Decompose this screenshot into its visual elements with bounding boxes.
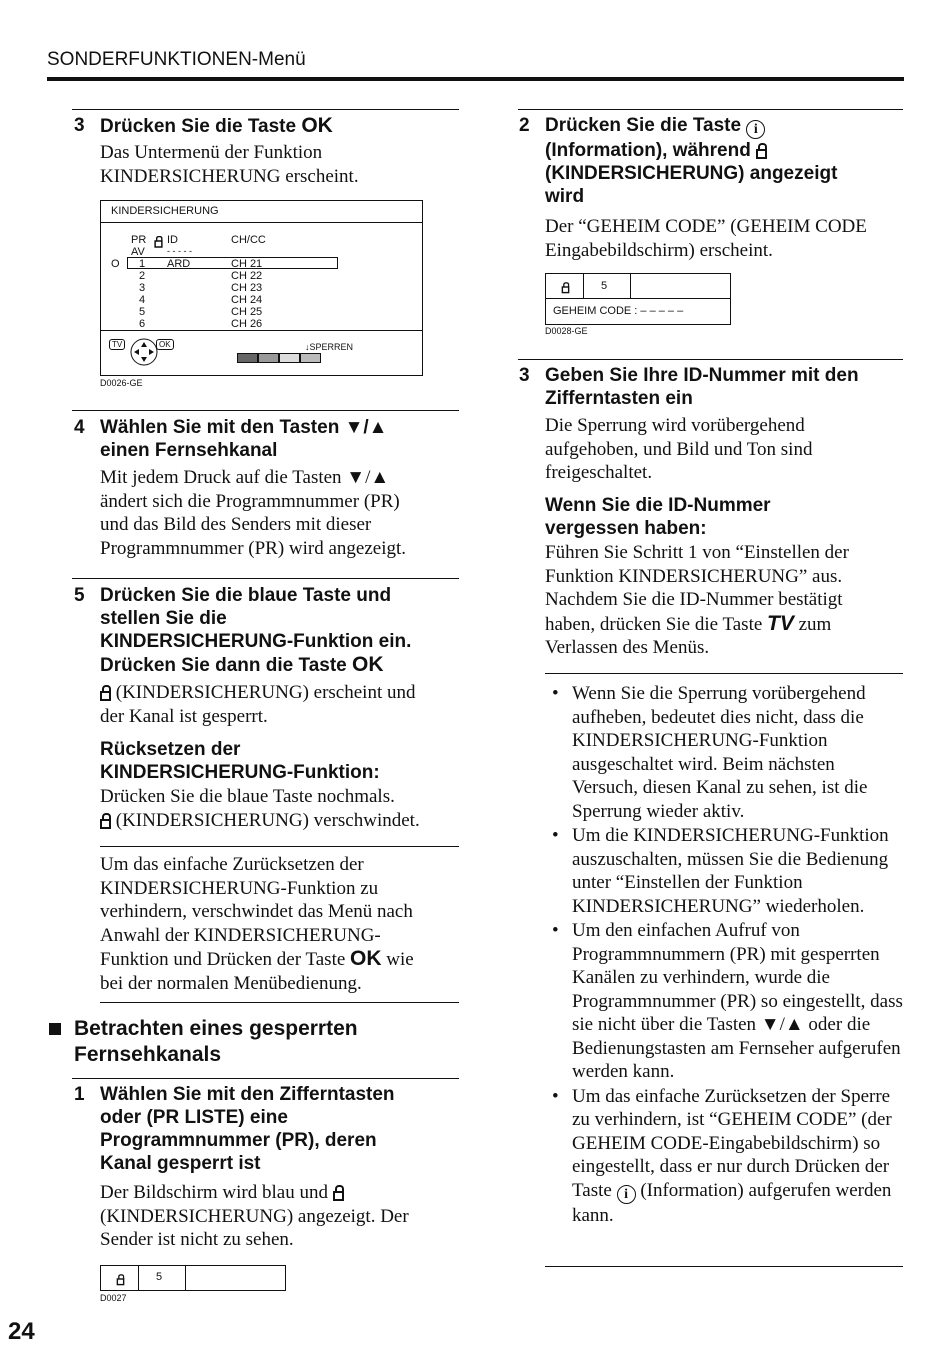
body-text: haben, drücken Sie die Taste	[545, 613, 768, 635]
body-line	[100, 681, 415, 705]
body-line	[545, 612, 849, 637]
step-title-line: Zifferntasten ein	[545, 388, 693, 409]
list-item	[546, 1085, 904, 1228]
ok-key-label: OK	[350, 947, 382, 970]
cell-divider	[583, 274, 584, 298]
col-id: ID	[167, 234, 178, 246]
ok-key-label: OK	[352, 653, 384, 676]
row-av-id: - - - - -	[167, 246, 192, 256]
subheading-line: vergessen haben:	[545, 518, 707, 539]
lock-icon	[333, 1185, 344, 1199]
row-ch: CH 21	[231, 258, 263, 270]
step-body	[100, 1181, 409, 1252]
screen-divider	[101, 330, 422, 331]
info-icon: i	[746, 120, 765, 139]
step-title	[545, 364, 859, 410]
row-ch: CH 24	[231, 294, 263, 306]
body-line: Funktion KINDERSICHERUNG” aus.	[545, 565, 843, 587]
row-divider	[546, 298, 730, 299]
step-title-line: Drücken Sie die blaue Taste und	[100, 585, 392, 606]
body-line: der Kanal ist gesperrt.	[100, 705, 268, 727]
body-text: Funktion und Drücken der Taste	[100, 949, 351, 970]
step-number: 5	[74, 585, 85, 606]
figure-code: D0026-GE	[100, 378, 143, 388]
col-pr: PR	[131, 234, 147, 246]
divider	[545, 1266, 903, 1267]
figure-code: D0027	[100, 1293, 127, 1303]
info-icon: i	[617, 1185, 636, 1204]
step-title-line: Wählen Sie mit den Tasten ▼/▲	[100, 417, 388, 438]
geheim-code-label: GEHEIM CODE : – – – – –	[553, 305, 684, 317]
list-item: • Wenn Sie die Sperrung vorübergehend aufheben, bedeutet dies nicht, dass die KINDERSICHERUNG-Funktion ausgeschaltet wird. Beim nächsten Versuch, diesen Kanal zu sehen, ist die Sperrung wieder aktiv.	[546, 682, 904, 823]
body-line: Eingabebildschirm) erscheint.	[545, 239, 773, 261]
body-line: Sender ist nicht zu sehen.	[100, 1229, 294, 1250]
row-pr: 1	[139, 258, 146, 270]
cell-divider	[138, 1266, 139, 1290]
body-line: (KINDERSICHERUNG) angezeigt. Der	[100, 1205, 409, 1227]
sperren-text: SPERREN	[309, 342, 354, 352]
list-item-text: (Information) aufgerufen werden kann.	[572, 1179, 892, 1226]
body-line: bei der normalen Menübedienung.	[100, 972, 362, 994]
lock-icon	[117, 1274, 125, 1284]
divider	[518, 109, 903, 110]
body-line: ändert sich die Programmnummer (PR)	[100, 490, 400, 512]
arrow-down-icon: ↓	[305, 342, 310, 352]
step-title-line: Kanal gesperrt ist	[100, 1153, 261, 1174]
ok-key-label: OK	[301, 114, 333, 137]
page-header-title: SONDERFUNKTIONEN-Menü	[47, 49, 306, 70]
section-heading-line: Betrachten eines gesperrten	[74, 1017, 358, 1040]
step-title-line: oder (PR LISTE) eine	[100, 1107, 288, 1128]
figure-code: D0028-GE	[545, 326, 588, 336]
screen-divider	[101, 222, 422, 223]
subheading	[100, 738, 380, 784]
color-key-yellow	[279, 353, 300, 363]
pr-value: 5	[601, 280, 608, 292]
step-title-line	[545, 139, 837, 162]
body-text: (KINDERSICHERUNG) verschwindet.	[111, 809, 420, 831]
body-line: aufgehoben, und Bild und Ton sind	[545, 438, 813, 460]
row-pr: 2	[139, 270, 146, 282]
divider	[100, 1002, 459, 1003]
step-title-text: Drücken Sie die Taste	[100, 116, 302, 137]
body-line	[100, 947, 414, 972]
step-number: 3	[74, 115, 85, 136]
sub-body	[545, 541, 849, 660]
row-pr: 3	[139, 282, 146, 294]
body-line: Nachdem Sie die ID-Nummer bestätigt	[545, 589, 843, 610]
body-line: verhindern, verschwindet das Menü nach	[100, 901, 413, 922]
row-ch: CH 23	[231, 282, 263, 294]
body-text: Der Bildschirm wird blau und	[100, 1182, 333, 1203]
dpad-icon	[129, 337, 159, 367]
section-heading-line: Fernsehkanals	[74, 1043, 222, 1066]
step-body	[545, 215, 867, 262]
sperren-label	[305, 342, 353, 352]
row-id: ARD	[167, 258, 191, 270]
body-line: Programmnummer (PR) wird angezeigt.	[100, 537, 407, 559]
step-title-line	[100, 653, 411, 677]
body-line: Drücken Sie die blaue Taste nochmals.	[100, 786, 395, 807]
body-line	[100, 1181, 409, 1205]
lock-icon	[562, 282, 570, 292]
step-title	[100, 114, 333, 138]
header-rule	[47, 77, 904, 81]
divider	[545, 673, 903, 674]
row-pr: 6	[139, 318, 146, 330]
divider	[72, 1078, 459, 1079]
subheading	[545, 494, 771, 540]
step-title-line: (KINDERSICHERUNG) angezeigt	[545, 163, 838, 184]
section-square-icon	[49, 1023, 61, 1035]
body-line: und das Bild des Senders mit dieser	[100, 514, 372, 535]
row-ch: CH 22	[231, 270, 263, 282]
step-body	[100, 681, 415, 728]
body-text: (KINDERSICHERUNG) erscheint und	[111, 682, 416, 703]
tv-button-icon: TV	[109, 339, 125, 350]
step-body	[100, 141, 359, 188]
step-title	[100, 584, 411, 677]
list-item: • Um den einfachen Aufruf von Programmnummern (PR) mit gesperrten Kanälen zu verhindern, wurde die Programmnummer (PR) so eingestellt, dass sie nicht über die Tasten ▼/▲ oder die Bedienungstasten am Fernseher aufgerufen werden kann.	[546, 919, 904, 1084]
lock-icon	[100, 813, 111, 827]
cell-divider	[630, 274, 631, 298]
bullet-list	[546, 682, 904, 1228]
step-title-line: stellen Sie die	[100, 608, 227, 629]
subheading-line: Wenn Sie die ID-Nummer	[545, 495, 771, 516]
body-line: Führen Sie Schritt 1 von “Einstellen der	[545, 542, 849, 563]
body-line: freigeschaltet.	[545, 462, 653, 483]
list-item-text: Um das einfache Zurücksetzen der Sperre zu verhindern, ist “GEHEIM CODE” (der GEHEIM CODE-Eingabebildschirm) so eingestellt, dass er nur durch Drücken der Taste	[572, 1085, 892, 1201]
step-title	[100, 1083, 395, 1175]
body-line: Anwahl der KINDERSICHERUNG-	[100, 924, 381, 946]
cell-divider	[185, 1266, 186, 1290]
note-text	[100, 853, 414, 995]
step-title-line: Wählen Sie mit den Zifferntasten	[100, 1084, 395, 1105]
page-number: 24	[8, 1318, 35, 1345]
body-line: Der “GEHEIM CODE” (GEHEIM CODE	[545, 216, 867, 237]
sub-body	[100, 785, 420, 832]
tv-key-label: TV	[767, 611, 794, 635]
body-text: zum	[793, 613, 832, 635]
step-number: 2	[519, 115, 530, 136]
row-ch: CH 26	[231, 318, 263, 330]
body-line: Mit jedem Druck auf die Tasten ▼/▲	[100, 467, 390, 488]
body-line: KINDERSICHERUNG erscheint.	[100, 165, 359, 187]
col-chcc: CH/CC	[231, 234, 266, 246]
screen-title: KINDERSICHERUNG	[111, 205, 219, 217]
list-item: • Um die KINDERSICHERUNG-Funktion auszuschalten, müssen Sie die Bedienung unter “Einstellen der Funktion KINDERSICHERUNG” wiederholen.	[546, 824, 904, 918]
row-ch: CH 25	[231, 306, 263, 318]
step-title-line: wird	[545, 186, 585, 207]
body-line: KINDERSICHERUNG-Funktion zu	[100, 877, 379, 899]
step-title-text: (Information), während	[545, 140, 757, 161]
step-title-text: Drücken Sie die Taste	[545, 115, 747, 136]
body-line: Verlassen des Menüs.	[545, 637, 710, 658]
step-title-line: Geben Sie Ihre ID-Nummer mit den	[545, 365, 859, 386]
body-line: Um das einfache Zurücksetzen der	[100, 854, 364, 875]
step-number: 4	[74, 417, 85, 438]
ok-button-icon: OK	[156, 339, 174, 350]
step-title-line: einen Fernsehkanal	[100, 440, 278, 461]
lock-icon	[154, 236, 162, 247]
row-pr: 5	[139, 306, 146, 318]
divider	[72, 109, 459, 110]
body-line	[100, 809, 420, 833]
step-number: 3	[519, 365, 530, 386]
body-line: Die Sperrung wird vorübergehend	[545, 415, 805, 436]
lock-icon	[100, 685, 111, 699]
body-text: wie	[381, 949, 414, 970]
kindersicherung-screen	[100, 200, 423, 376]
row-pr: 4	[139, 294, 146, 306]
lock-icon	[756, 143, 767, 157]
step-body	[545, 414, 812, 485]
divider	[72, 578, 459, 579]
step-number: 1	[74, 1084, 85, 1105]
subheading-line: KINDERSICHERUNG-Funktion:	[100, 762, 380, 783]
step-title-text: Drücken Sie dann die Taste	[100, 655, 353, 676]
step-body	[100, 466, 406, 560]
locked-channel-screen	[100, 1265, 286, 1291]
color-key-green	[258, 353, 279, 363]
color-key-blue	[300, 353, 321, 363]
divider	[72, 410, 459, 411]
row-marker: O	[111, 258, 120, 270]
divider	[518, 359, 903, 360]
row-av: AV	[131, 246, 145, 258]
step-title	[545, 114, 837, 208]
step-title-line: Programmnummer (PR), deren	[100, 1130, 377, 1151]
pr-value: 5	[156, 1271, 163, 1283]
divider	[100, 846, 459, 847]
step-title-line	[545, 114, 837, 139]
step-title-line: KINDERSICHERUNG-Funktion ein.	[100, 631, 412, 652]
geheim-code-screen	[545, 273, 731, 325]
body-line: Das Untermenü der Funktion	[100, 142, 323, 163]
step-title	[100, 416, 387, 462]
subheading-line: Rücksetzen der	[100, 739, 241, 760]
section-heading	[74, 1016, 358, 1068]
color-key-red	[237, 353, 258, 363]
